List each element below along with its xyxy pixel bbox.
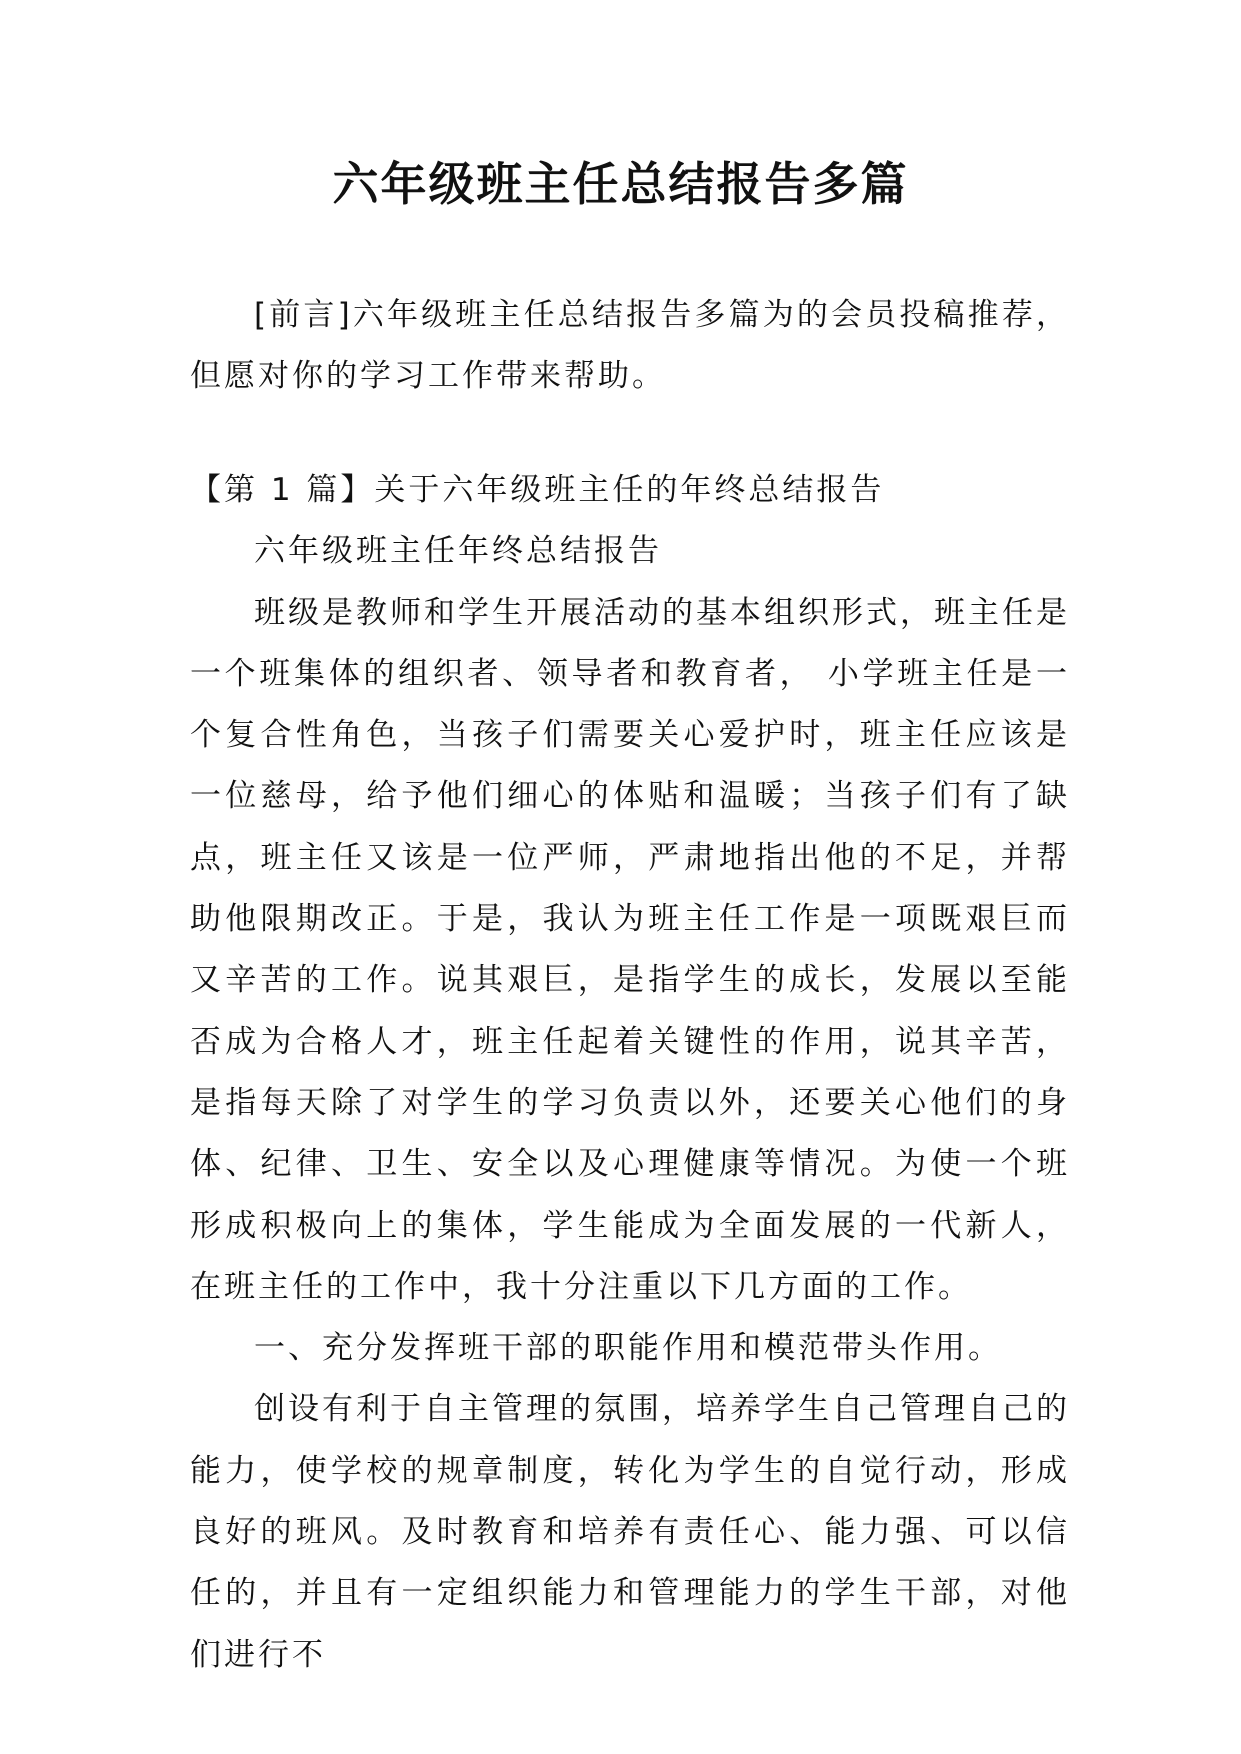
body-paragraph-1: 班级是教师和学生开展活动的基本组织形式，班主任是一个班集体的组织者、领导者和教育者， 小学班主任是一个复合性角色，当孩子们需要关心爱护时，班主任应该是一位慈母，给予他们细心的体贴和温暖；当孩子们有了缺点，班主任又该是一位严师，严肃地指出他的不足，并帮助他限期改正。于是，我认为班主任工作是一项既艰巨而又辛苦的工作。说其艰巨，是指学生的成长，发展以至能否成为合格人才，班主任起着关键性的作用，说其辛苦，是指每天除了对学生的学习负责以外，还要关心他们的身体、纪律、卫生、安全以及心理健康等情况。为使一个班形成积极向上的集体，学生能成为全面发展的一代新人，在班主任的工作中，我十分注重以下几方面的工作。 xyxy=(190,594,1070,1305)
section-heading: 【第 1 篇】关于六年级班主任的年终总结报告 xyxy=(190,472,885,508)
document-title: 六年级班主任总结报告多篇 xyxy=(332,157,909,211)
preface-paragraph: [前言]六年级班主任总结报告多篇为的会员投稿推荐，但愿对你的学习工作带来帮助。 xyxy=(190,297,1070,394)
body-paragraph-2: 一、充分发挥班干部的职能作用和模范带头作用。 xyxy=(254,1330,1002,1367)
body-paragraph-3: 创设有利于自主管理的氛围，培养学生自己管理自己的能力，使学校的规章制度，转化为学生的自觉行动，形成良好的班风。及时教育和培养有责任心、能力强、可以信任的，并且有一定组织能力和管理能力的学生干部，对他们进行不 xyxy=(190,1391,1070,1673)
document-body xyxy=(190,460,1070,1686)
section-subtitle: 六年级班主任年终总结报告 xyxy=(254,533,662,570)
